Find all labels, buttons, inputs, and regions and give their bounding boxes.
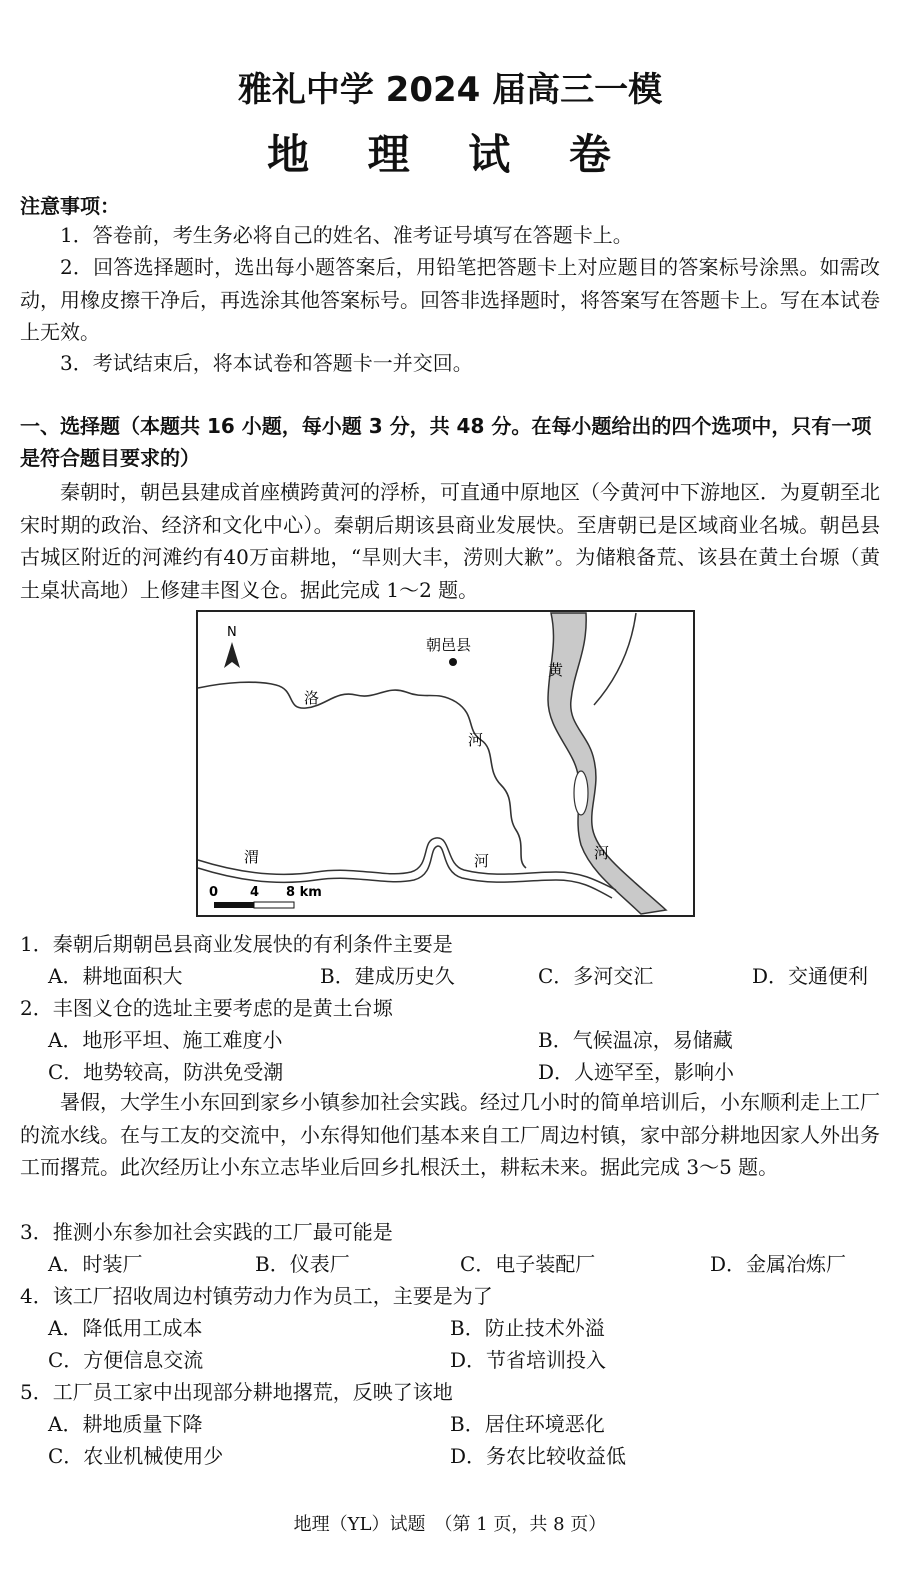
exam-subject: 地 理 试 卷: [267, 130, 633, 179]
q1-option-d[interactable]: D．交通便利: [752, 964, 869, 988]
q2-option-a[interactable]: A．地形平坦、施工难度小: [48, 1028, 283, 1052]
passage-2: 暑假，大学生小东回到家乡小镇参加社会实践。经过几小时的简单培训后，小东顺利走上工厂的流水线。在与工友的交流中，小东得知他们基本来自工厂周边村镇，家中部分耕地因家人外出务工而撂荒。此次经历让小东立志毕业后回乡扎根沃土，耕耘未来。据此完成 3～5 题。: [20, 1090, 880, 1179]
q5-option-b[interactable]: B．居住环境恶化: [450, 1412, 605, 1436]
q5-option-d[interactable]: D．务农比较收益低: [450, 1444, 627, 1468]
q4-option-c[interactable]: C．方便信息交流: [48, 1348, 204, 1372]
page-footer: 地理（YL）试题 （第 1 页，共 8 页）: [293, 1514, 607, 1535]
question-4-stem: 4．该工厂招收周边村镇劳动力作为员工，主要是为了: [20, 1284, 493, 1308]
county-dot-icon: [449, 658, 457, 666]
q3-option-c[interactable]: C．电子装配厂: [460, 1252, 596, 1276]
section-heading: 一、选择题（本题共 16 小题，每小题 3 分，共 48 分。在每小题给出的四个选项中，只有一项是符合题目要求的）: [20, 414, 872, 470]
county-label: 朝邑县: [426, 636, 472, 654]
huang-label-2: 河: [594, 844, 610, 862]
scale-8: 8 km: [286, 885, 322, 900]
passage-1: 秦朝时，朝邑县建成首座横跨黄河的浮桥，可直通中原地区（今黄河中下游地区．为夏朝至北宋时期的政治、经济和文化中心）。秦朝后期该县商业发展快。至唐朝已是区域商业名城。朝邑县古城区附近的河滩约有40万亩耕地，“旱则大丰，涝则大歉”。为储粮备荒、该县在黄土台塬（黄土桌状高地）上修建丰图义仓。据此完成 1～2 题。: [20, 480, 880, 602]
q3-option-d[interactable]: D．金属冶炼厂: [710, 1252, 847, 1276]
river-map-figure: [196, 610, 696, 918]
scale-bar-black: [214, 902, 254, 908]
q1-option-a[interactable]: A．耕地面积大: [48, 964, 183, 988]
question-1-stem: 1．秦朝后期朝邑县商业发展快的有利条件主要是: [20, 932, 453, 956]
notes-item-3: 3．考试结束后，将本试卷和答题卡一并交回。: [60, 351, 473, 375]
q1-option-c[interactable]: C．多河交汇: [538, 964, 654, 988]
q2-option-c[interactable]: C．地势较高，防洪免受潮: [48, 1060, 284, 1084]
scale-bar-white: [254, 902, 294, 908]
river-map: [196, 610, 696, 918]
q1-option-b[interactable]: B．建成历史久: [320, 964, 455, 988]
question-5-stem: 5．工厂员工家中出现部分耕地撂荒，反映了该地: [20, 1380, 453, 1404]
q5-option-c[interactable]: C．农业机械使用少: [48, 1444, 224, 1468]
scale-4: 4: [250, 885, 260, 900]
wei-label-2: 河: [474, 852, 490, 870]
notes-heading: 注意事项：: [20, 194, 120, 218]
north-label: N: [227, 625, 237, 640]
question-2-stem: 2．丰图义仓的选址主要考虑的是黄土台塬: [20, 996, 393, 1020]
luo-label-2: 河: [468, 731, 484, 749]
wei-label-1: 渭: [244, 848, 260, 866]
q3-option-b[interactable]: B．仪表厂: [255, 1252, 350, 1276]
question-3-stem: 3．推测小东参加社会实践的工厂最可能是: [20, 1220, 393, 1244]
scale-0: 0: [209, 885, 219, 900]
q4-option-b[interactable]: B．防止技术外溢: [450, 1316, 605, 1340]
luo-label-1: 洛: [304, 689, 320, 707]
river-island: [574, 771, 588, 815]
q3-option-a[interactable]: A．时装厂: [48, 1252, 143, 1276]
notes-item-2: 2．回答选择题时，选出每小题答案后，用铅笔把答题卡上对应题目的答案标号涂黑。如需改动，用橡皮擦干净后，再选涂其他答案标号。回答非选择题时，将答案写在答题卡上。写在本试卷上无效。: [20, 255, 880, 344]
q4-option-a[interactable]: A．降低用工成本: [48, 1316, 203, 1340]
exam-title: 雅礼中学 2024 届高三一模: [237, 70, 663, 110]
q4-option-d[interactable]: D．节省培训投入: [450, 1348, 607, 1372]
notes-item-1: 1．答卷前，考生务必将自己的姓名、准考证号填写在答题卡上。: [60, 223, 633, 247]
q2-option-b[interactable]: B．气候温凉，易储藏: [538, 1028, 733, 1052]
huang-label-1: 黄: [548, 661, 564, 679]
q2-option-d[interactable]: D．人迹罕至，影响小: [538, 1060, 735, 1084]
q5-option-a[interactable]: A．耕地质量下降: [48, 1412, 203, 1436]
